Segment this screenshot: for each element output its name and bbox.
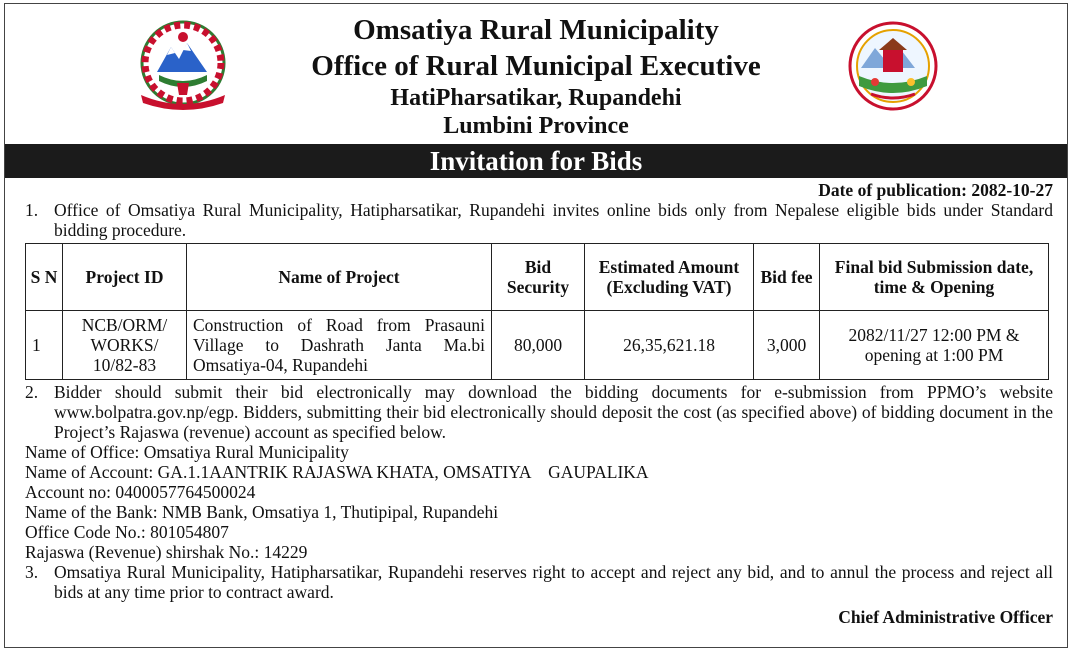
- cell-estimated-amount: 26,35,621.18: [585, 311, 754, 380]
- municipality-name: Omsatiya Rural Municipality: [353, 14, 719, 46]
- paragraph-text: Bidder should submit their bid electronically may download the bidding documents for e-submission from PPMO’s website www.bolpatra.gov.np/egp. Bidders, submitting their bid electronically should deposit the cost (as specified above) of bidding document in the Project’s Rajaswa (revenue) account as specified below.: [54, 382, 1053, 442]
- table-row: [26, 311, 1049, 380]
- paragraph-text: Omsatiya Rural Municipality, Hatipharsatikar, Rupandehi reserves right to accept and reject any bid, and to annul the process and reject all bids at any time prior to contract award.: [54, 562, 1053, 602]
- nepal-emblem-icon: [133, 17, 233, 113]
- notice-title-banner: Invitation for Bids: [5, 144, 1067, 178]
- bids-table: [25, 243, 1049, 380]
- paragraph-text: Office of Omsatiya Rural Municipality, Hatipharsatikar, Rupandehi invites online bids only from Nepalese eligible bids under Standard bidding procedure.: [54, 200, 1053, 240]
- province-name: Lumbini Province: [443, 113, 629, 139]
- col-header-project-name: Name of Project: [187, 244, 492, 311]
- paragraph-number: 1.: [25, 200, 39, 220]
- col-header-final-submission: Final bid Submission date, time & Opening: [820, 244, 1049, 311]
- account-office-name: Name of Office: Omsatiya Rural Municipality: [25, 442, 349, 462]
- publication-date-value: 2082-10-27: [971, 180, 1053, 200]
- cell-bid-security: 80,000: [492, 311, 585, 380]
- paragraph-number: 2.: [25, 382, 39, 402]
- account-office-code: Office Code No.: 801054807: [25, 522, 229, 542]
- col-header-bid-fee: Bid fee: [754, 244, 820, 311]
- cell-project-name: Construction of Road from Prasauni Village to Dashrath Janta Ma.bi Omsatiya-04, Rupandehi: [187, 311, 492, 380]
- col-header-project-id: Project ID: [63, 244, 187, 311]
- cell-sn: 1: [26, 311, 63, 380]
- paragraph-1: [25, 200, 1053, 240]
- account-name: Name of Account: GA.1.1AANTRIK RAJASWA KHATA, OMSATIYA GAUPALIKA: [25, 462, 649, 482]
- signatory-title: Chief Administrative Officer: [838, 607, 1053, 627]
- publication-date-label: Date of publication:: [818, 180, 967, 200]
- account-bank: Name of the Bank: NMB Bank, Omsatiya 1, Thutipipal, Rupandehi: [25, 502, 499, 522]
- cell-project-id: NCB/ORM/ WORKS/ 10/82-83: [63, 311, 187, 380]
- col-header-estimated-amount: Estimated Amount (Excluding VAT): [585, 244, 754, 311]
- cell-bid-fee: 3,000: [754, 311, 820, 380]
- publication-date: [25, 178, 1053, 200]
- col-header-sn: S N: [26, 244, 63, 311]
- notice-body: [5, 178, 1067, 627]
- municipality-logo-icon: [845, 20, 941, 112]
- cell-final-submission: 2082/11/27 12:00 PM & opening at 1:00 PM: [820, 311, 1049, 380]
- letterhead: [5, 4, 1067, 144]
- office-location: HatiPharsatikar, Rupandehi: [390, 85, 682, 111]
- notice-page: [4, 3, 1068, 648]
- office-name: Office of Rural Municipal Executive: [311, 50, 761, 82]
- table-header-row: [26, 244, 1049, 311]
- paragraph-number: 3.: [25, 562, 39, 582]
- account-details: [25, 442, 1053, 562]
- col-header-bid-security: Bid Security: [492, 244, 585, 311]
- account-number: Account no: 0400057764500024: [25, 482, 256, 502]
- paragraph-3: [25, 562, 1053, 602]
- paragraph-2: [25, 382, 1053, 442]
- account-rajaswa-number: Rajaswa (Revenue) shirshak No.: 14229: [25, 542, 308, 562]
